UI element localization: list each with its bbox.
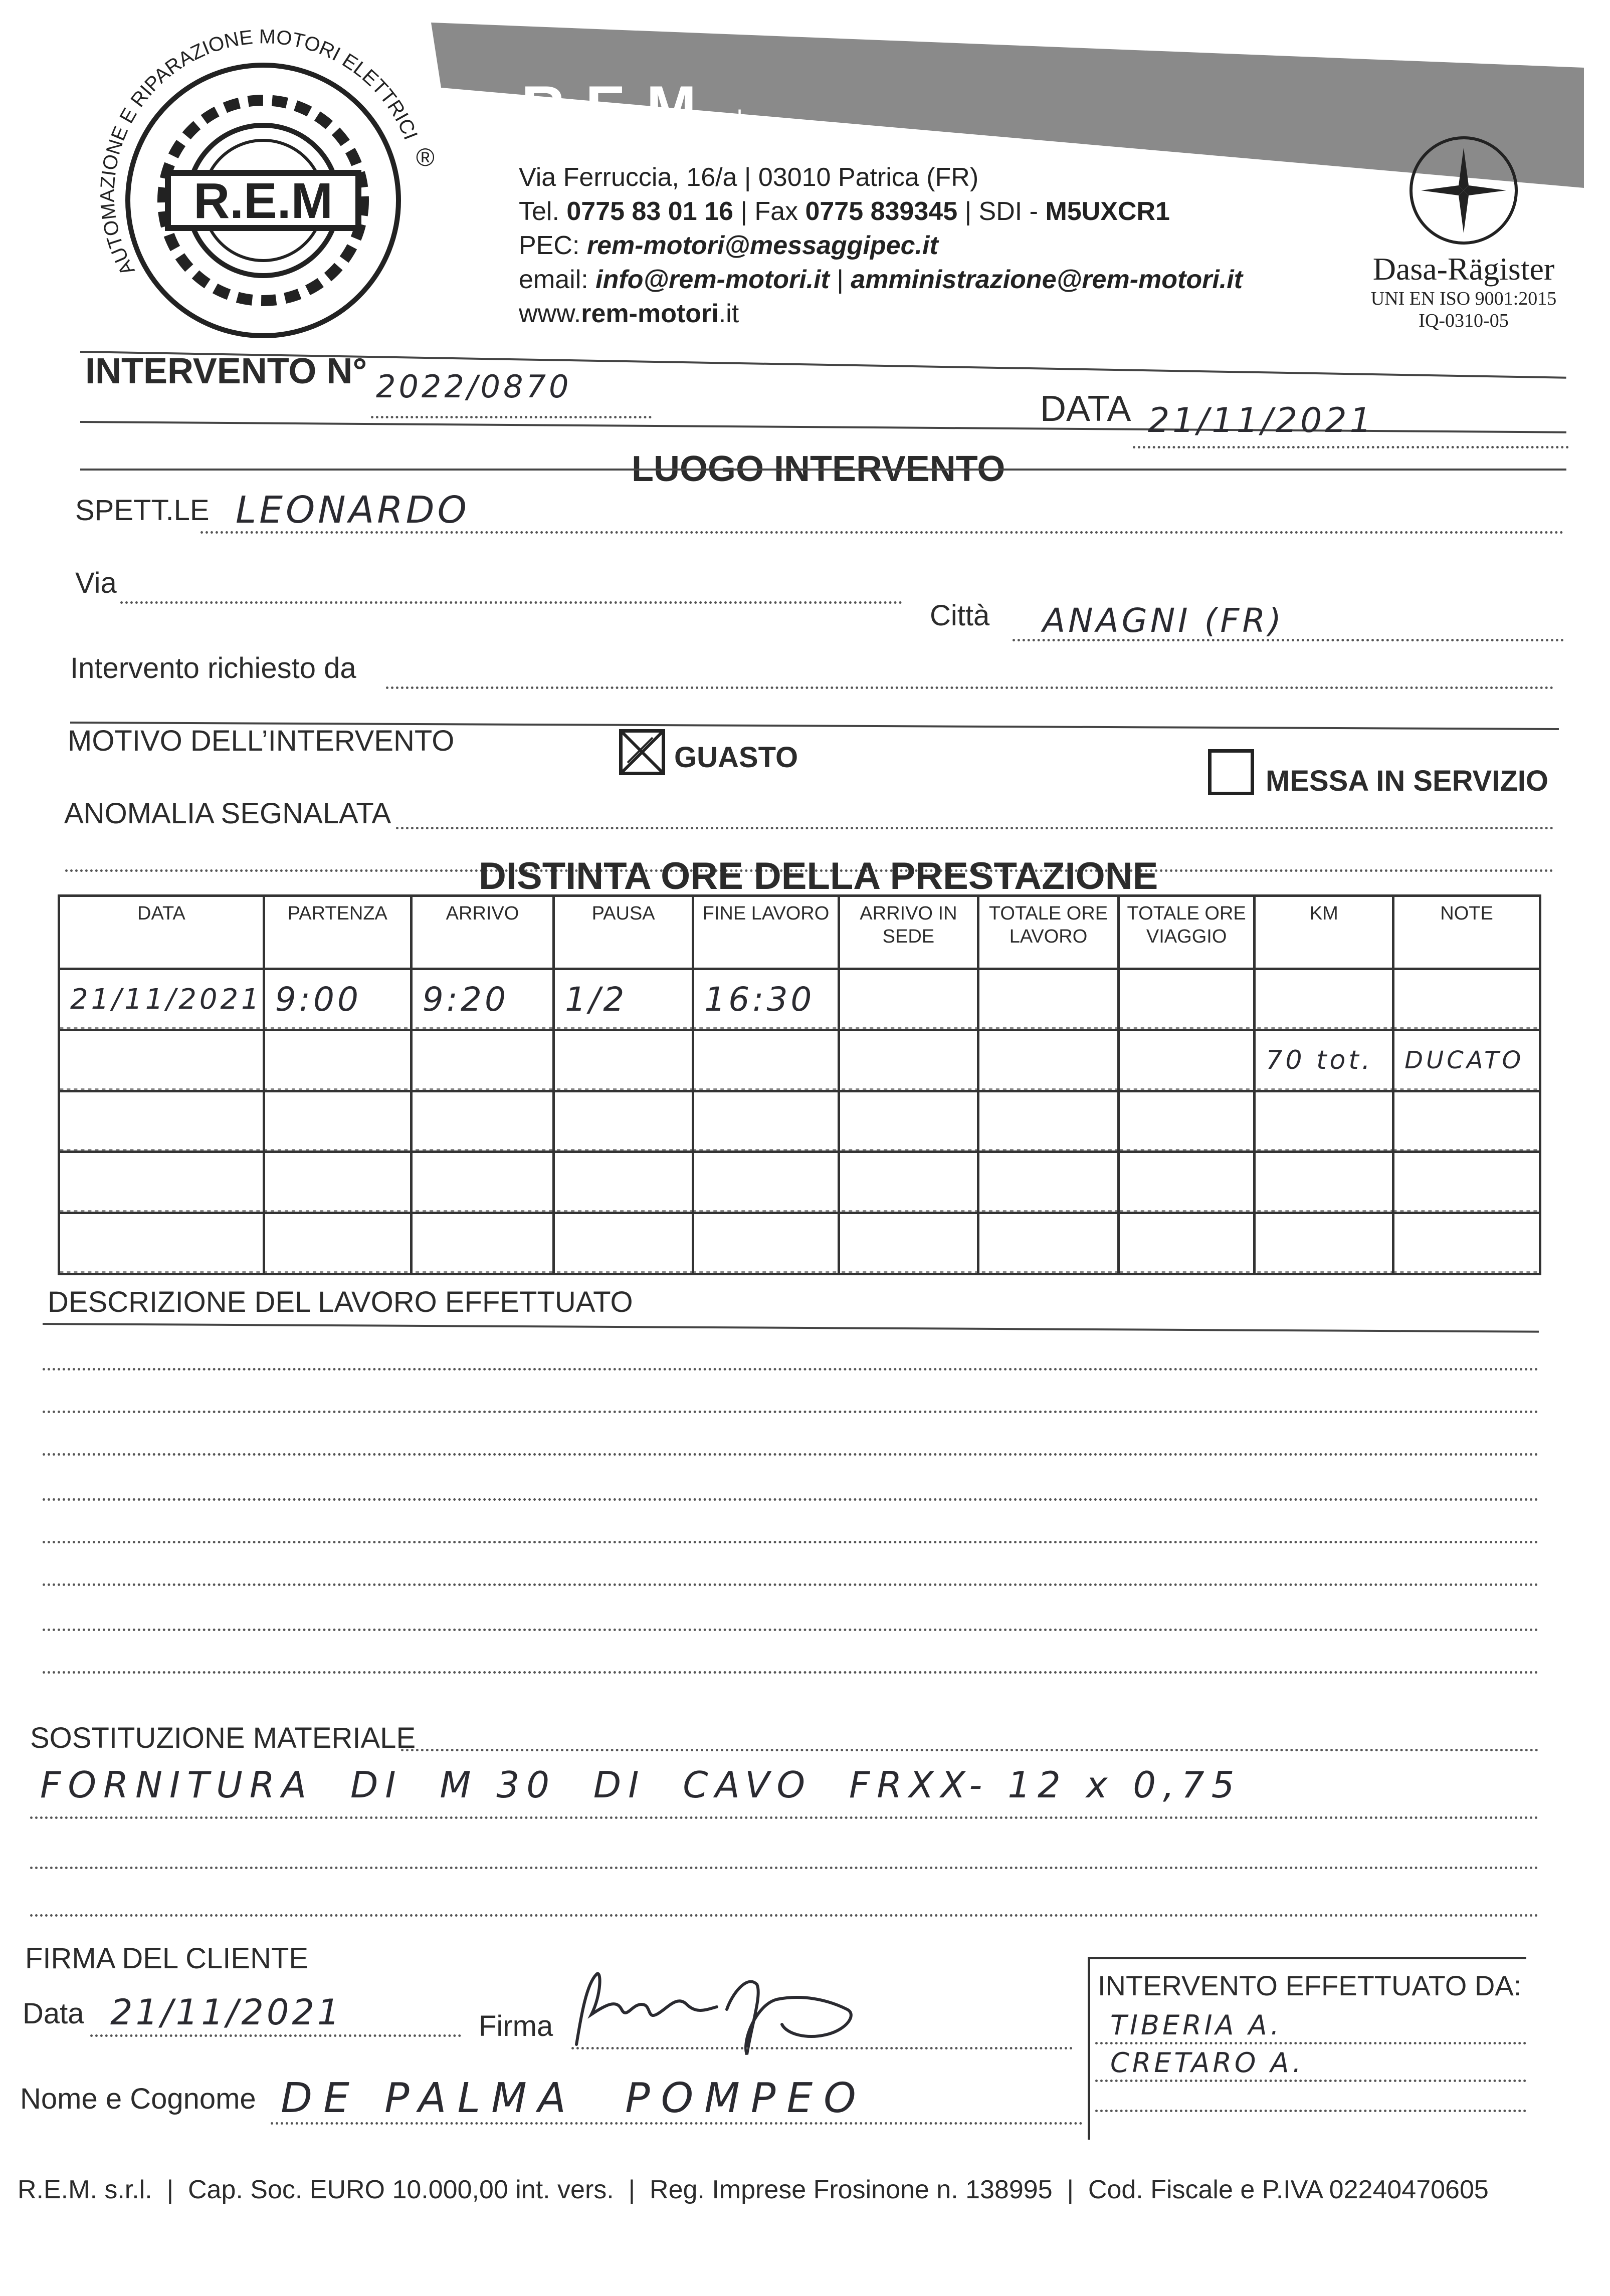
sostituzione-line <box>30 1867 1539 1869</box>
pec-line <box>519 228 1243 263</box>
table-cell[interactable] <box>693 1152 839 1213</box>
via-line <box>120 601 902 604</box>
table-cell[interactable] <box>1255 1091 1393 1152</box>
nome-line <box>271 2122 1083 2125</box>
table-cell[interactable] <box>59 1152 264 1213</box>
table-cell[interactable] <box>839 969 978 1030</box>
logo-ring-text: AUTOMAZIONE E RIPARAZIONE MOTORI ELETTRICI <box>96 26 422 279</box>
contact-block <box>519 160 1243 331</box>
col-arrivo-in-sede: ARRIVO IN SEDE <box>839 896 978 969</box>
table-cell[interactable]: 21/11/2021 <box>59 969 264 1030</box>
table-cell[interactable] <box>1118 1030 1255 1091</box>
website-suffix: .it <box>718 299 739 328</box>
table-cell[interactable] <box>1393 969 1540 1030</box>
col-totale-ore-lavoro: TOTALE ORE LAVORO <box>978 896 1119 969</box>
descrizione-line <box>43 1671 1539 1674</box>
messa-in-servizio-label: MESSA IN SERVIZIO <box>1266 765 1548 797</box>
website-domain: rem-motori <box>581 299 719 328</box>
table-cell[interactable] <box>411 1213 553 1274</box>
table-cell[interactable] <box>554 1213 693 1274</box>
table-cell[interactable] <box>693 1030 839 1091</box>
table-cell[interactable] <box>264 1091 411 1152</box>
table-cell[interactable] <box>1118 1213 1255 1274</box>
firma-data-line <box>90 2034 461 2037</box>
luogo-title: LUOGO INTERVENTO <box>632 449 1005 489</box>
distinta-title: DISTINTA ORE DELLA PRESTAZIONE <box>479 855 1158 897</box>
table-cell[interactable] <box>1118 1152 1255 1213</box>
intervento-number[interactable]: 2022/0870 <box>376 368 572 405</box>
table-cell[interactable] <box>1393 1152 1540 1213</box>
firma-data-value[interactable]: 21/11/2021 <box>110 1992 343 2033</box>
firma-label: Firma <box>479 2010 553 2042</box>
table-cell[interactable] <box>554 1152 693 1213</box>
table-cell[interactable] <box>839 1091 978 1152</box>
firma-line <box>571 2047 1073 2049</box>
intervento-label: INTERVENTO N° <box>85 351 367 391</box>
spett-label: SPETT.LE <box>75 494 210 527</box>
anomalia-line <box>396 827 1554 829</box>
table-cell[interactable] <box>839 1152 978 1213</box>
table-row <box>59 1030 1540 1091</box>
sostituzione-line <box>30 1816 1539 1819</box>
effettuato-label: INTERVENTO EFFETTUATO DA: <box>1098 1970 1522 2001</box>
email-line <box>519 263 1243 297</box>
logo-text: R.E.M <box>193 173 333 229</box>
citta-line <box>1013 639 1564 641</box>
table-cell[interactable] <box>59 1091 264 1152</box>
col-km: KM <box>1255 896 1393 969</box>
anomalia-label: ANOMALIA SEGNALATA <box>64 797 391 830</box>
table-cell[interactable] <box>1393 1091 1540 1152</box>
firma-data-label: Data <box>23 1997 84 2030</box>
table-cell[interactable] <box>1255 1152 1393 1213</box>
guasto-checkbox[interactable] <box>619 729 665 775</box>
sdi-label: | SDI - <box>964 197 1038 226</box>
luogo-rule <box>80 469 1566 471</box>
citta-label: Città <box>930 599 990 632</box>
hours-header-row <box>59 896 1540 969</box>
col-note: NOTE <box>1393 896 1540 969</box>
descrizione-line <box>43 1368 1539 1370</box>
sostituzione-line <box>30 1914 1539 1917</box>
richiesto-line <box>386 686 1554 689</box>
table-cell[interactable] <box>411 1152 553 1213</box>
descrizione-line <box>43 1541 1539 1543</box>
pec-label: PEC: <box>519 231 580 260</box>
table-cell[interactable] <box>264 1030 411 1091</box>
hours-table <box>58 894 1541 1275</box>
table-cell[interactable]: 9:00 <box>264 969 411 1030</box>
table-cell[interactable] <box>839 1030 978 1091</box>
table-cell[interactable]: 70 tot. <box>1255 1030 1393 1091</box>
table-cell[interactable]: DUCATO <box>1393 1030 1540 1091</box>
email-label: email: <box>519 265 588 294</box>
motivo-label: MOTIVO DELL’INTERVENTO <box>68 725 455 757</box>
checkmark-x-icon <box>623 733 662 772</box>
table-cell[interactable] <box>411 1091 553 1152</box>
company-name-main: R.E.M <box>521 74 699 141</box>
table-cell[interactable] <box>1255 969 1393 1030</box>
pec-link[interactable]: rem-motori@messaggipec.it <box>586 231 938 260</box>
nome-label: Nome e Cognome <box>20 2083 256 2115</box>
table-cell[interactable] <box>1118 1091 1255 1152</box>
sostituzione-label: SOSTITUZIONE MATERIALE <box>30 1722 416 1754</box>
cert-name: Dasa-Rägister <box>1372 251 1555 287</box>
table-cell[interactable] <box>978 1152 1119 1213</box>
table-cell[interactable] <box>978 969 1119 1030</box>
table-cell[interactable] <box>978 1091 1119 1152</box>
technician-2[interactable]: CRETARO A. <box>1110 2047 1304 2079</box>
table-cell[interactable] <box>978 1213 1119 1274</box>
email-separator: | <box>837 265 844 294</box>
richiesto-label: Intervento richiesto da <box>70 652 356 684</box>
footer-text: R.E.M. s.r.l. | Cap. Soc. EURO 10.000,00 int. vers. | Reg. Imprese Frosinone n. 138995 | Cod. Fiscale e P.IVA 02240470605 <box>18 2175 1489 2204</box>
phone-line <box>519 194 1243 228</box>
website-prefix: www. <box>519 299 581 328</box>
table-cell[interactable] <box>264 1152 411 1213</box>
descrizione-line <box>43 1453 1539 1456</box>
descrizione-line <box>43 1498 1539 1501</box>
col-totale-ore-viaggio: TOTALE ORE VIAGGIO <box>1118 896 1255 969</box>
spett-value[interactable]: LEONARDO <box>236 489 470 532</box>
guasto-label: GUASTO <box>674 741 798 774</box>
col-data: DATA <box>59 896 264 969</box>
technicians-box <box>1088 1957 1526 2140</box>
table-cell[interactable] <box>1118 969 1255 1030</box>
table-row <box>59 1152 1540 1213</box>
technician-line <box>1095 2110 1526 2112</box>
nome-value[interactable]: DE PALMA POMPEO <box>281 2075 867 2122</box>
data-label: DATA <box>1040 389 1131 429</box>
table-cell[interactable]: 9:20 <box>411 969 553 1030</box>
col-arrivo: ARRIVO <box>411 896 553 969</box>
website-line[interactable] <box>519 297 1243 331</box>
citta-value[interactable]: ANAGNI (FR) <box>1043 601 1284 640</box>
address-line: Via Ferruccia, 16/a | 03010 Patrica (FR) <box>519 163 979 192</box>
company-logo <box>88 20 439 351</box>
table-cell[interactable] <box>264 1213 411 1274</box>
data-value[interactable]: 21/11/2021 <box>1148 401 1374 440</box>
table-cell[interactable]: 16:30 <box>693 969 839 1030</box>
spett-line <box>200 531 1564 534</box>
tel-number: 0775 83 01 16 <box>566 197 733 226</box>
table-cell[interactable] <box>839 1213 978 1274</box>
technician-1[interactable]: TIBERIA A. <box>1110 2009 1282 2041</box>
data-line <box>1133 446 1569 448</box>
intervento-number-line <box>371 416 652 418</box>
descrizione-label: DESCRIZIONE DEL LAVORO EFFETTUATO <box>48 1286 633 1318</box>
cert-standard: UNI EN ISO 9001:2015 <box>1370 288 1557 309</box>
descrizione-rule <box>43 1323 1539 1333</box>
table-cell[interactable] <box>978 1030 1119 1091</box>
technician-line <box>1095 2042 1526 2044</box>
fax-number: 0775 839345 <box>805 197 958 226</box>
email-link[interactable]: info@rem-motori.it <box>595 265 830 294</box>
company-suffix: s.r.l. <box>703 105 750 133</box>
table-cell[interactable] <box>554 1091 693 1152</box>
descrizione-line <box>43 1629 1539 1631</box>
sostituzione-value[interactable]: FORNITURA DI M 30 DI CAVO FRXX- 12 x 0,75 <box>40 1764 1242 1806</box>
messa-in-servizio-checkbox[interactable] <box>1208 749 1254 795</box>
descrizione-line <box>43 1411 1539 1413</box>
technician-line <box>1095 2080 1526 2082</box>
cert-code: IQ-0310-05 <box>1419 310 1509 331</box>
table-row <box>59 1091 1540 1152</box>
table-cell[interactable] <box>1393 1213 1540 1274</box>
tel-label: Tel. <box>519 197 559 226</box>
table-cell[interactable] <box>59 1213 264 1274</box>
admin-email-link[interactable]: amministrazione@rem-motori.it <box>851 265 1243 294</box>
table-row <box>59 1213 1540 1274</box>
table-cell[interactable] <box>693 1213 839 1274</box>
table-cell[interactable]: 1/2 <box>554 969 693 1030</box>
sdi-code: M5UXCR1 <box>1045 197 1170 226</box>
firma-title: FIRMA DEL CLIENTE <box>25 1942 309 1975</box>
col-partenza: PARTENZA <box>264 896 411 969</box>
table-row <box>59 969 1540 1030</box>
fax-label: | Fax <box>740 197 798 226</box>
via-label: Via <box>75 567 117 599</box>
certification-block <box>1333 133 1594 332</box>
table-cell[interactable] <box>59 1030 264 1091</box>
table-cell[interactable] <box>554 1030 693 1091</box>
col-fine-lavoro: FINE LAVORO <box>693 896 839 969</box>
registered-mark: ® <box>416 143 435 171</box>
descrizione-line <box>43 1583 1539 1586</box>
table-cell[interactable] <box>411 1030 553 1091</box>
table-cell[interactable] <box>1255 1213 1393 1274</box>
company-name <box>521 73 749 142</box>
sostituzione-line-top <box>401 1749 1539 1751</box>
table-cell[interactable] <box>693 1091 839 1152</box>
compass-icon <box>1398 133 1529 248</box>
col-pausa: PAUSA <box>554 896 693 969</box>
